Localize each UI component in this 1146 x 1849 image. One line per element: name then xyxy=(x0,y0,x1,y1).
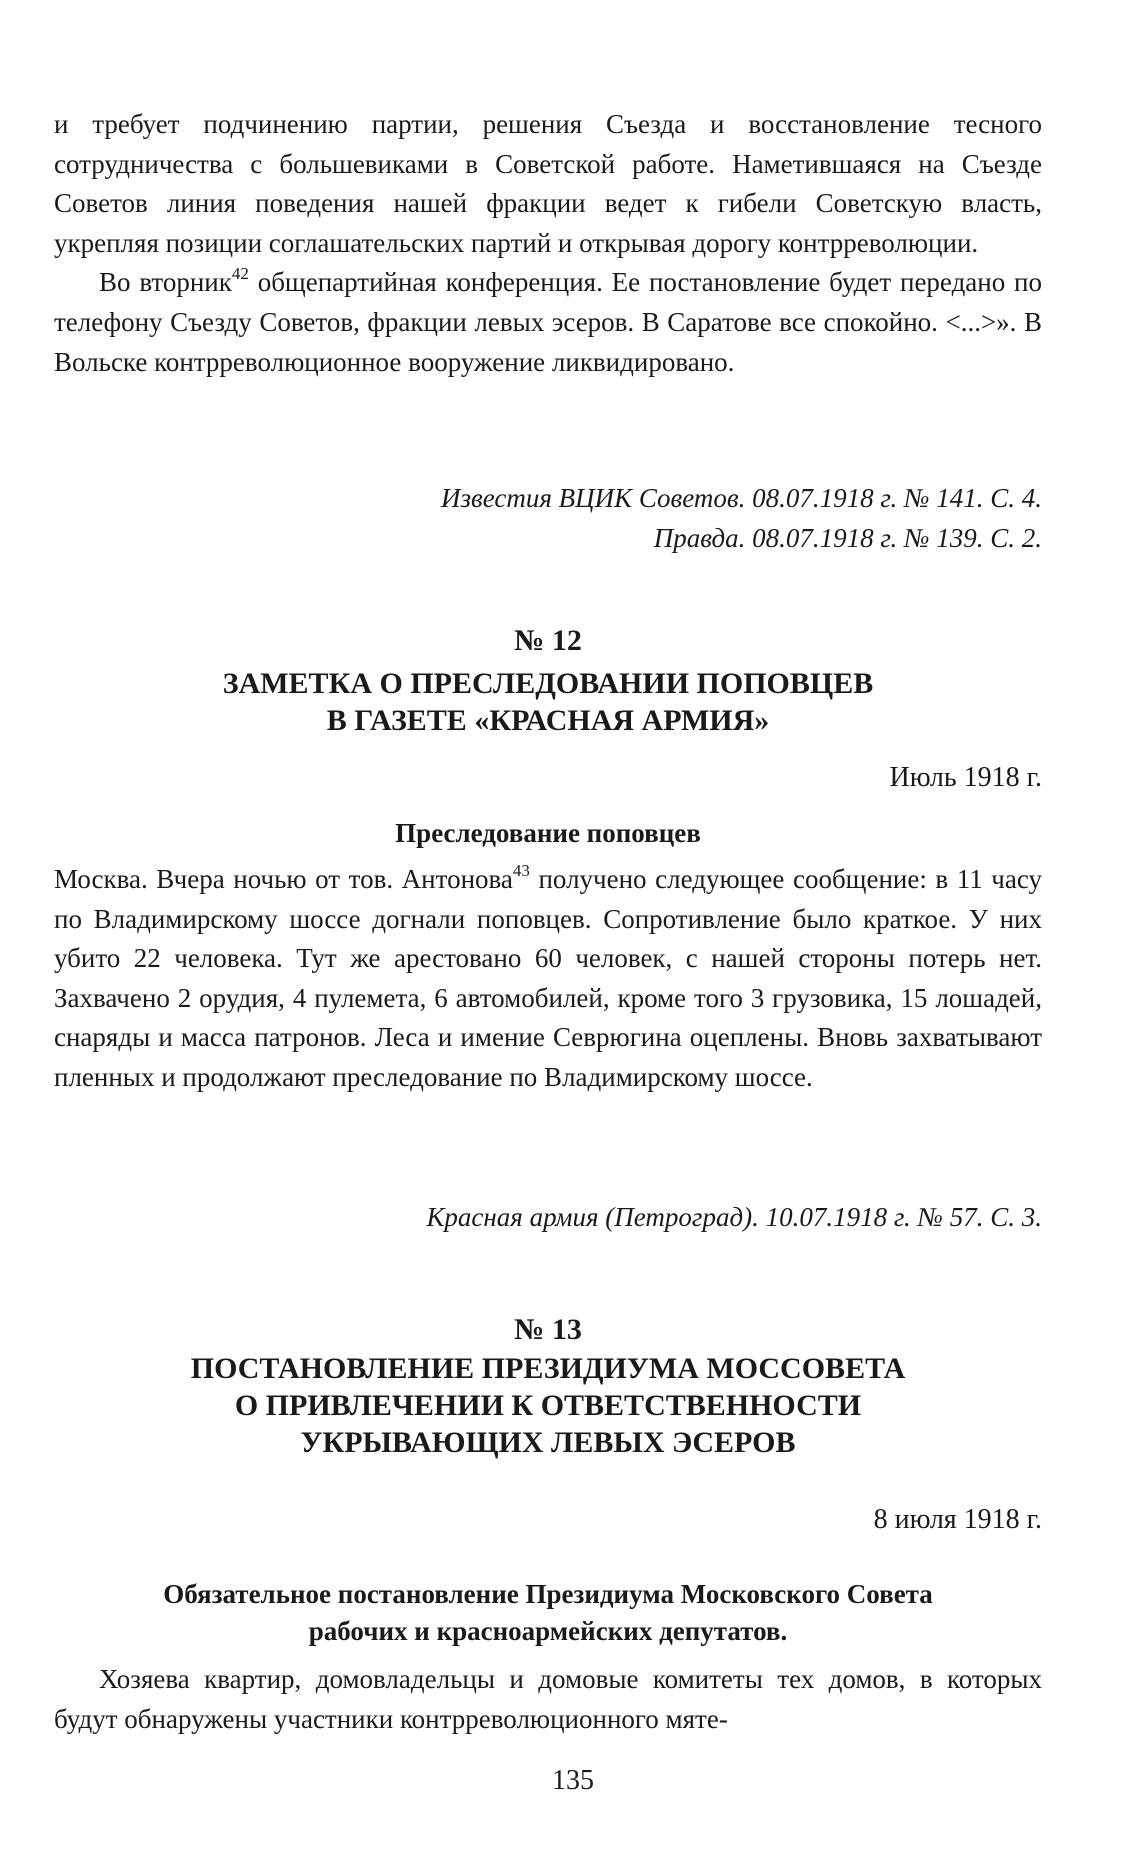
document-title: О ПРИВЛЕЧЕНИИ К ОТВЕТСТВЕННОСТИ xyxy=(234,1389,862,1422)
sources-block xyxy=(54,478,1042,558)
doc13-body xyxy=(54,1660,1042,1739)
text-run: Москва. Вчера ночью от тов. Антонова xyxy=(54,864,513,894)
doc12-date-block xyxy=(54,760,1042,796)
text-run: получено следующее сообщение: в 11 часу по Владимирскому шоссе догнали поповцев. Сопротивление было краткое. У них убито 22 человека. Тут же арестовано 60 человек, с нашей стороны потерь нет. Захвачено 2 орудия, 4 пулемета, 6 автомобилей, кроме того 3 грузовика, 15 лошадей, снаряды и масса патронов. Леса и имение Севрюгина оцеплены. Вновь захватывают пленных и продолжают преследование по Владимирскому шоссе. xyxy=(54,864,1042,1092)
paragraph xyxy=(54,263,1042,382)
doc12-source-block xyxy=(54,1197,1042,1237)
doc13-subheading-block xyxy=(54,1576,1042,1650)
source-citation: Правда. 08.07.1918 г. № 139. С. 2. xyxy=(653,523,1042,553)
doc13-date-block xyxy=(54,1502,1042,1538)
document-date: 8 июля 1918 г. xyxy=(873,1504,1042,1535)
section-subheading: Преследование поповцев xyxy=(395,818,701,848)
document-13 xyxy=(54,1312,1042,1461)
source-citation: Красная армия (Петроград). 10.07.1918 г. № 57. С. 3. xyxy=(426,1202,1042,1232)
footnote-ref: 42 xyxy=(231,264,249,284)
document-title: ПОСТАНОВЛЕНИЕ ПРЕЗИДИУМА МОССОВЕТА xyxy=(190,1352,906,1385)
section-subheading: Обязательное постановление Президиума Московского Совета xyxy=(163,1579,933,1609)
doc12-body xyxy=(54,860,1042,1098)
page-number: 135 xyxy=(552,1765,594,1796)
paragraph: Хозяева квартир, домовладельцы и домовые комитеты тех домов, в которых будут обнаружены участники контрреволюционного мяте- xyxy=(54,1664,1042,1734)
source-citation: Известия ВЦИК Советов. 08.07.1918 г. № 141. С. 4. xyxy=(441,483,1042,513)
footnote-ref: 43 xyxy=(512,861,530,880)
paragraph xyxy=(54,860,1042,1098)
document-12 xyxy=(54,623,1042,739)
paragraph: и требует подчинению партии, решения Съезда и восстановление тесного сотрудничества с большевиками в Советской работе. Наметившаяся на Съезде Советов линия поведения нашей фракции ведет к гибели Советскую власть, укрепляя позиции соглашательских партий и открывая дорогу контрреволюции. xyxy=(54,109,1042,258)
text-run: общепартийная конференция. Ее постановление будет передано по телефону Съезду Советов, фракции левых эсеров. В Саратове все спокойно. <...>». В Вольске контрреволюционное вооружение ликвидировано. xyxy=(54,267,1043,377)
document-title: В ГАЗЕТЕ «КРАСНАЯ АРМИЯ» xyxy=(326,704,770,737)
section-subheading: рабочих и красноармейских депутатов. xyxy=(308,1616,788,1646)
document-date: Июль 1918 г. xyxy=(889,762,1042,793)
text-run: Во вторник xyxy=(99,267,232,298)
doc12-subheading-block xyxy=(54,815,1042,852)
document-number: № 12 xyxy=(514,624,582,657)
continued-text xyxy=(54,105,1042,382)
document-number: № 13 xyxy=(514,1313,582,1346)
document-title: УКРЫВАЮЩИХ ЛЕВЫХ ЭСЕРОВ xyxy=(300,1426,796,1459)
document-title: ЗАМЕТКА О ПРЕСЛЕДОВАНИИ ПОПОВЦЕВ xyxy=(222,667,874,700)
